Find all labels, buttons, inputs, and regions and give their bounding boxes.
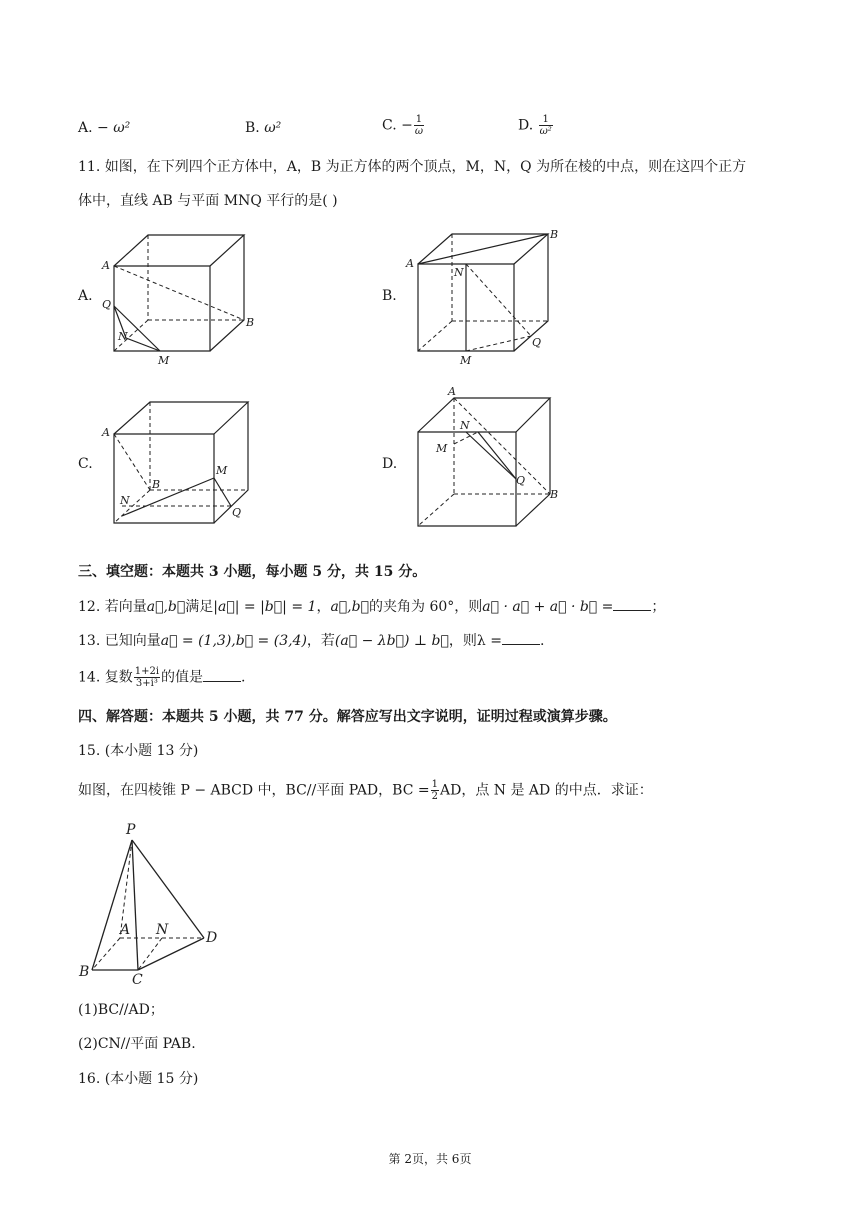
point-a-label: A (102, 426, 110, 439)
q11-fig-a-label: A. (78, 288, 93, 304)
q11-cube-figure-d (402, 384, 572, 532)
q11-stem-line2: 体中，直线 AB 与平面 MNQ 平行的是( ) (78, 193, 338, 209)
q11-cube-figure-b (402, 226, 572, 371)
q10-option-b: B. ω² (245, 120, 282, 136)
point-m-label: M (158, 354, 170, 367)
section-3-title: 三、填空题：本题共 3 小题，每小题 5 分，共 15 分。 (78, 564, 427, 580)
point-b-label: B (79, 964, 90, 980)
point-q-label: Q (232, 506, 242, 519)
q14-answer-blank[interactable] (203, 667, 241, 682)
point-m-label: M (216, 464, 228, 477)
point-a-label: A (102, 259, 110, 272)
point-a-label: A (406, 257, 414, 270)
point-b-label: B (152, 478, 161, 491)
q14-stem: 14. 复数 $\frac{1+2i}{\text{3+i³}}$ 的值是 . (78, 666, 246, 689)
q15-pyramid-figure (76, 816, 236, 988)
q15-part-2: (2)CN//平面 PAB. (78, 1036, 196, 1052)
q10-option-d: D. $\frac{1}{\text{ω²}}$ (518, 114, 552, 137)
q13-stem: 13. 已知向量a⃗ = (1,3),b⃗ = (3,4)，若(a⃗ − λb⃗) ⊥ b⃗，则λ = . (78, 630, 544, 651)
q15-part-1: (1)BC//AD； (78, 1002, 164, 1018)
q11-cube-figure-c (98, 398, 268, 533)
point-n-label: N (156, 922, 169, 938)
q12-stem: 12. 若向量a⃗,b⃗满足|a⃗| = |b⃗| = 1，a⃗,b⃗的夹角为 60°，则a⃗ · a⃗ + a⃗ · b⃗ = ； (78, 596, 665, 617)
q11-fig-d-label: D. (382, 456, 398, 472)
point-b-label: B (550, 228, 559, 241)
q11-fig-c-label: C. (78, 456, 93, 472)
cube-c-svg (98, 398, 268, 533)
point-c-label: C (132, 972, 143, 988)
point-b-label: B (550, 488, 559, 501)
point-d-label: D (206, 930, 218, 946)
q13-answer-blank[interactable] (502, 630, 540, 645)
section-4-title: 四、解答题：本题共 5 小题，共 77 分。解答应写出文字说明，证明过程或演算步骤。 (78, 709, 617, 725)
cube-d-svg (402, 384, 572, 532)
point-q-label: Q (516, 474, 526, 487)
q12-answer-blank[interactable] (613, 596, 651, 611)
q11-fig-b-label: B. (382, 288, 397, 304)
point-n-label: N (460, 419, 470, 432)
q10-option-c: C. − $\frac{1}{\omega}$ (382, 114, 424, 137)
cube-b-svg (402, 226, 572, 371)
q15-header: 15. (本小题 13 分) (78, 743, 199, 759)
q16-header: 16. (本小题 15 分) (78, 1071, 199, 1087)
point-n-label: N (454, 266, 464, 279)
point-p-label: P (126, 822, 136, 838)
point-m-label: M (460, 354, 472, 367)
point-a-label: A (448, 385, 456, 398)
q15-stem: 如图，在四棱锥 P − ABCD 中，BC//平面 PAD，BC = $\frac{1}{2}$ AD，点 N 是 AD 的中点．求证： (78, 779, 653, 802)
pyramid-svg (76, 816, 236, 988)
page-footer: 第 2页，共 6页 (388, 1152, 472, 1166)
q11-stem-line1: 11. 如图，在下列四个正方体中，A，B 为正方体的两个顶点，M，N，Q 为所在棱的中点，则在这四个正方 (78, 159, 747, 175)
point-q-label: Q (102, 298, 112, 311)
point-a-label: A (120, 922, 131, 938)
point-b-label: B (246, 316, 255, 329)
q11-cube-figure-a (98, 228, 268, 373)
point-n-label: N (120, 494, 130, 507)
cube-a-svg (98, 228, 268, 373)
q10-option-a: A. − ω² (78, 120, 131, 136)
point-n-label: N (118, 330, 128, 343)
point-q-label: Q (532, 336, 542, 349)
point-m-label: M (436, 442, 448, 455)
